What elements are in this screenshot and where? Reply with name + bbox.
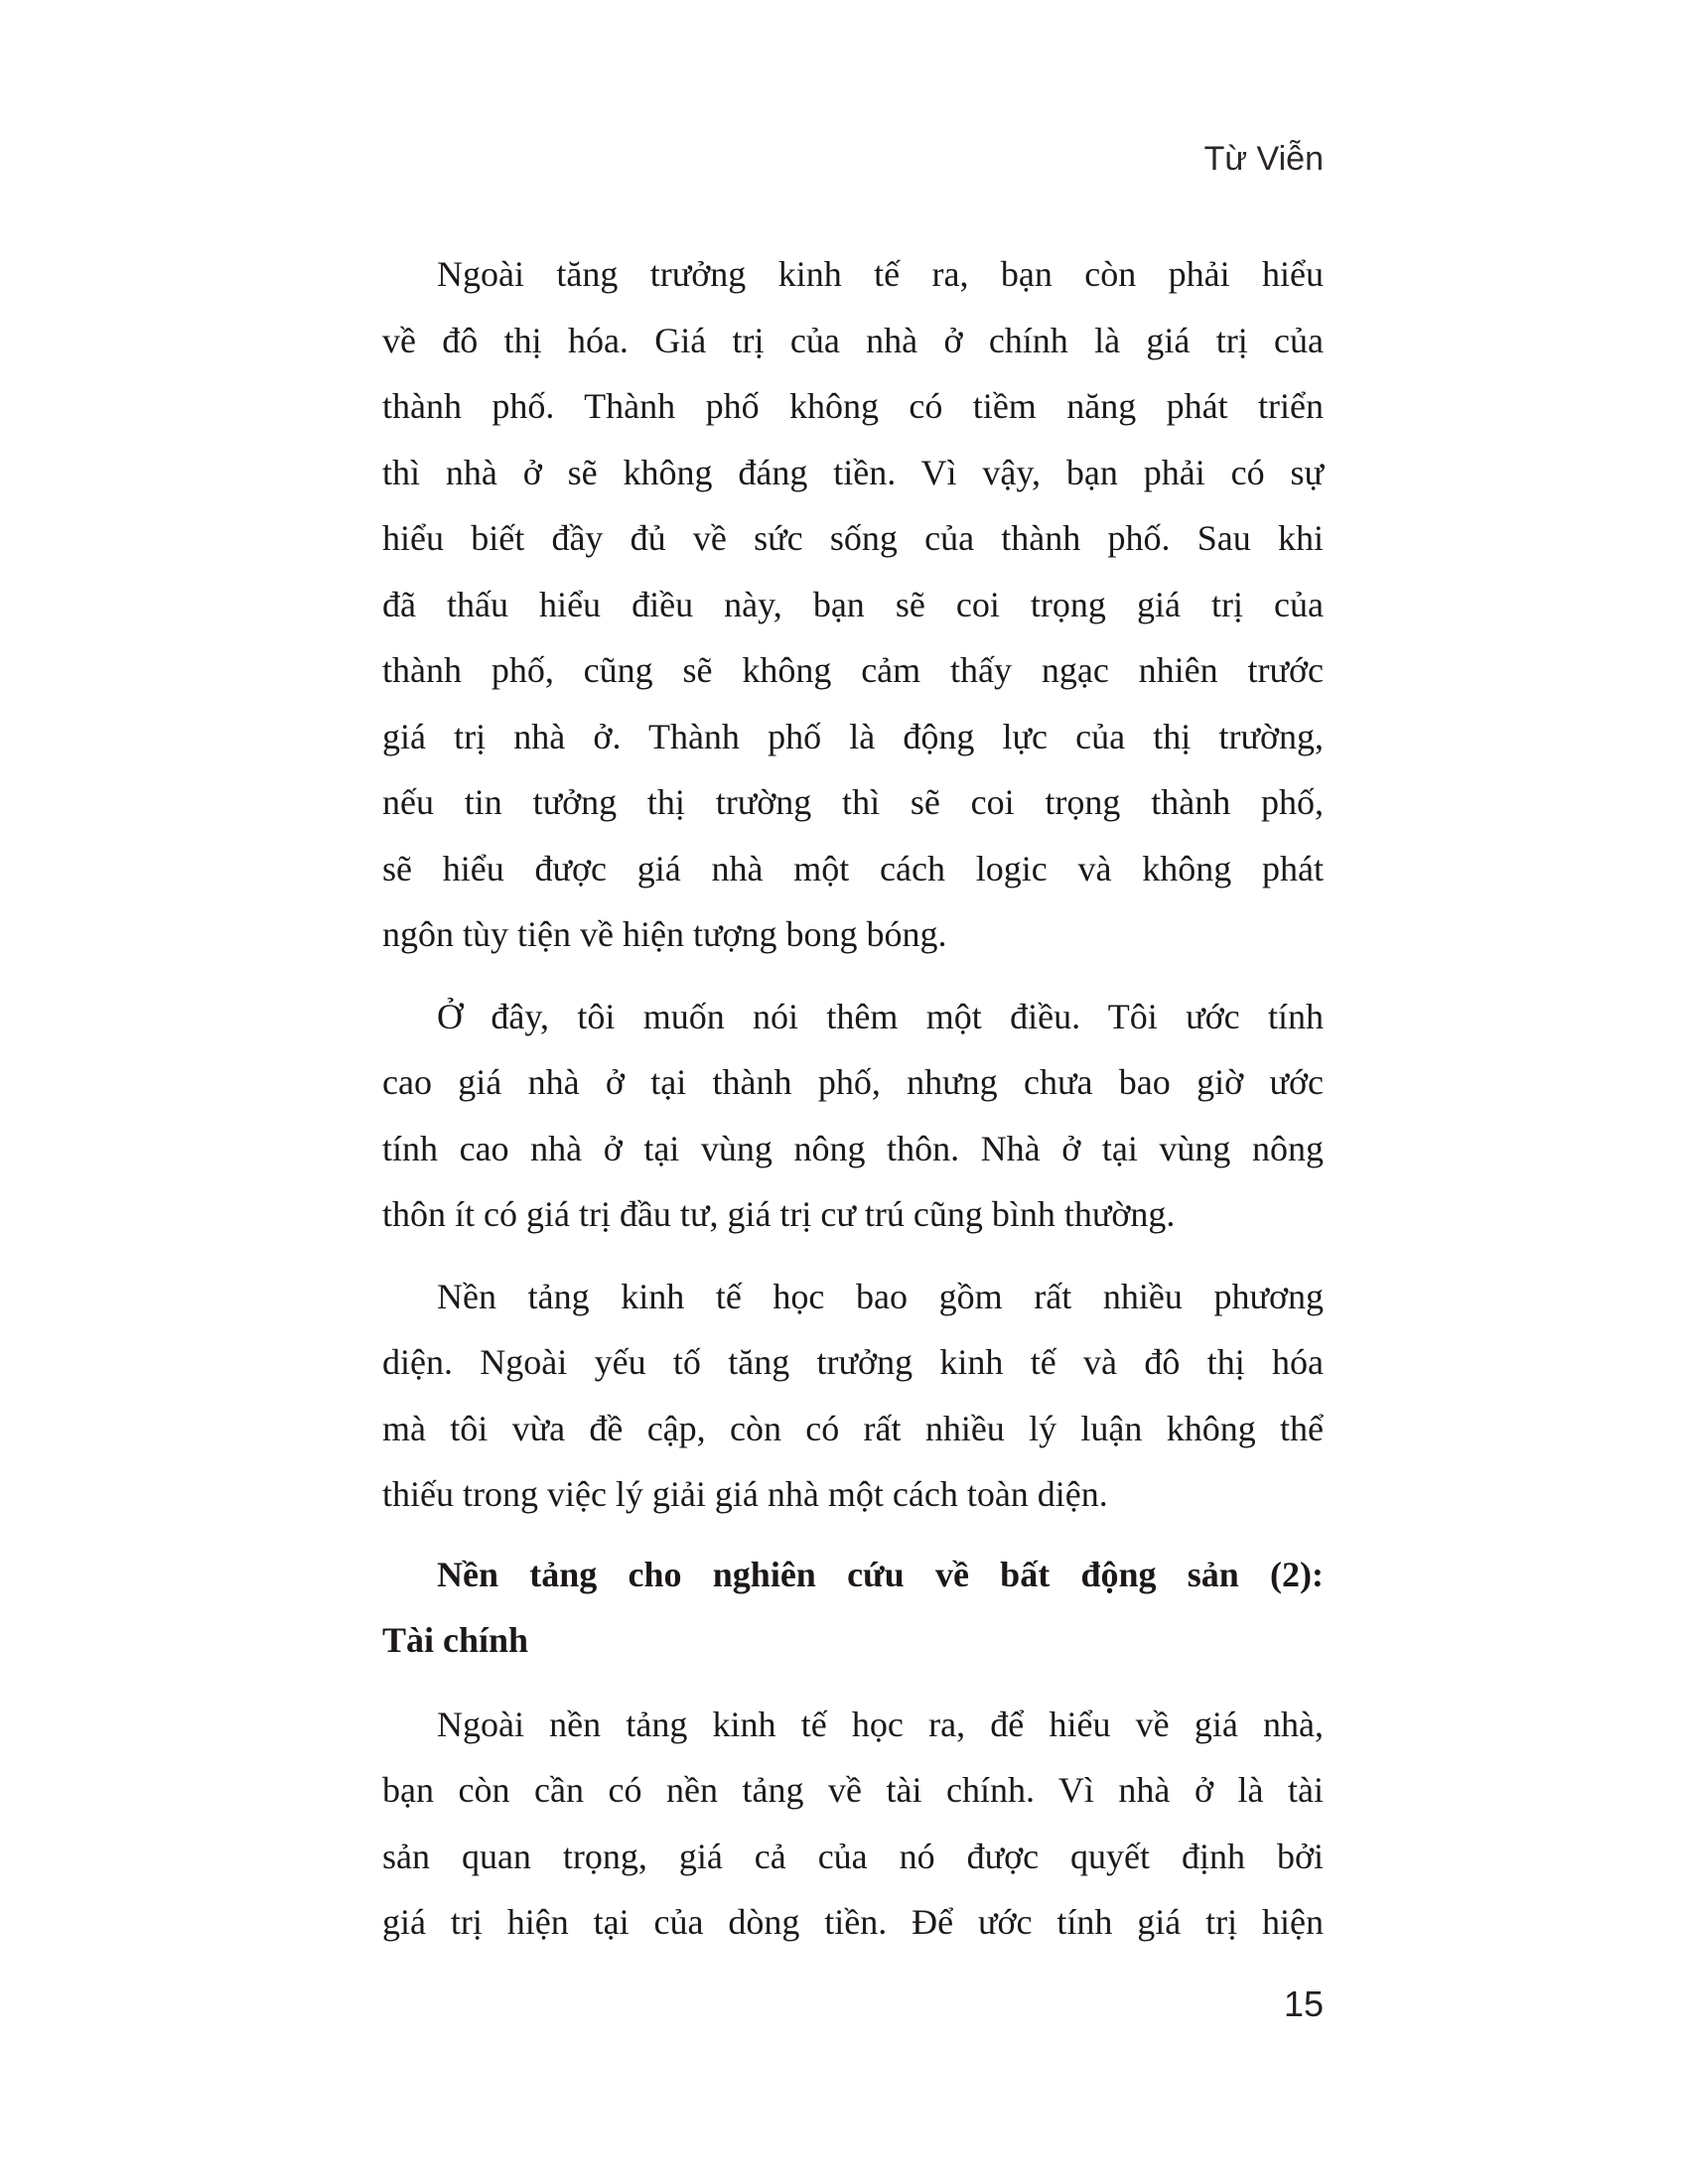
text-line: thành phố, cũng sẽ không cảm thấy ngạc nhiên trước — [382, 650, 1324, 690]
paragraph — [382, 984, 1324, 1248]
text-line: thành phố. Thành phố không có tiềm năng phát triển — [382, 386, 1324, 426]
text-line: Nền tảng kinh tế học bao gồm rất nhiều phương — [437, 1276, 1324, 1316]
running-header: Từ Viễn — [1203, 140, 1324, 178]
text-line: sản quan trọng, giá cả của nó được quyết định bởi — [382, 1836, 1324, 1876]
text-line: diện. Ngoài yếu tố tăng trưởng kinh tế và đô thị hóa — [382, 1342, 1324, 1382]
text-line: Ngoài nền tảng kinh tế học ra, để hiểu về giá nhà, — [437, 1704, 1324, 1744]
text-line: Ở đây, tôi muốn nói thêm một điều. Tôi ước tính — [437, 996, 1324, 1036]
text-line: đã thấu hiểu điều này, bạn sẽ coi trọng giá trị của — [382, 584, 1324, 624]
paragraph — [382, 241, 1324, 968]
text-line: cao giá nhà ở tại thành phố, nhưng chưa bao giờ ước — [382, 1062, 1324, 1102]
heading-line: Tài chính — [382, 1620, 529, 1660]
text-line: ngôn tùy tiện về hiện tượng bong bóng. — [382, 914, 947, 954]
text-line: nếu tin tưởng thị trường thì sẽ coi trọng thành phố, — [382, 782, 1324, 822]
paragraph — [382, 1264, 1324, 1528]
text-line: Ngoài tăng trưởng kinh tế ra, bạn còn phải hiểu — [437, 254, 1324, 294]
text-line: thôn ít có giá trị đầu tư, giá trị cư trú cũng bình thường. — [382, 1194, 1176, 1234]
heading-line: Nền tảng cho nghiên cứu về bất động sản (2): — [437, 1554, 1324, 1594]
text-line: về đô thị hóa. Giá trị của nhà ở chính là giá trị của — [382, 320, 1324, 360]
text-block — [382, 241, 1324, 1956]
text-line: hiểu biết đầy đủ về sức sống của thành phố. Sau khi — [382, 518, 1324, 558]
text-line: thiếu trong việc lý giải giá nhà một cách toàn diện. — [382, 1474, 1108, 1514]
page-number: 15 — [1283, 1983, 1324, 2024]
text-line: mà tôi vừa đề cập, còn có rất nhiều lý luận không thể — [382, 1408, 1324, 1448]
section-heading — [382, 1542, 1324, 1674]
text-line: bạn còn cần có nền tảng về tài chính. Vì nhà ở là tài — [382, 1770, 1324, 1810]
text-line: thì nhà ở sẽ không đáng tiền. Vì vậy, bạn phải có sự — [382, 452, 1324, 492]
paragraph — [382, 1692, 1324, 1956]
text-line: giá trị hiện tại của dòng tiền. Để ước tính giá trị hiện — [382, 1902, 1324, 1942]
text-line: sẽ hiểu được giá nhà một cách logic và không phát — [382, 848, 1324, 888]
text-line: tính cao nhà ở tại vùng nông thôn. Nhà ở tại vùng nông — [382, 1128, 1324, 1168]
text-line: giá trị nhà ở. Thành phố là động lực của thị trường, — [382, 716, 1324, 756]
